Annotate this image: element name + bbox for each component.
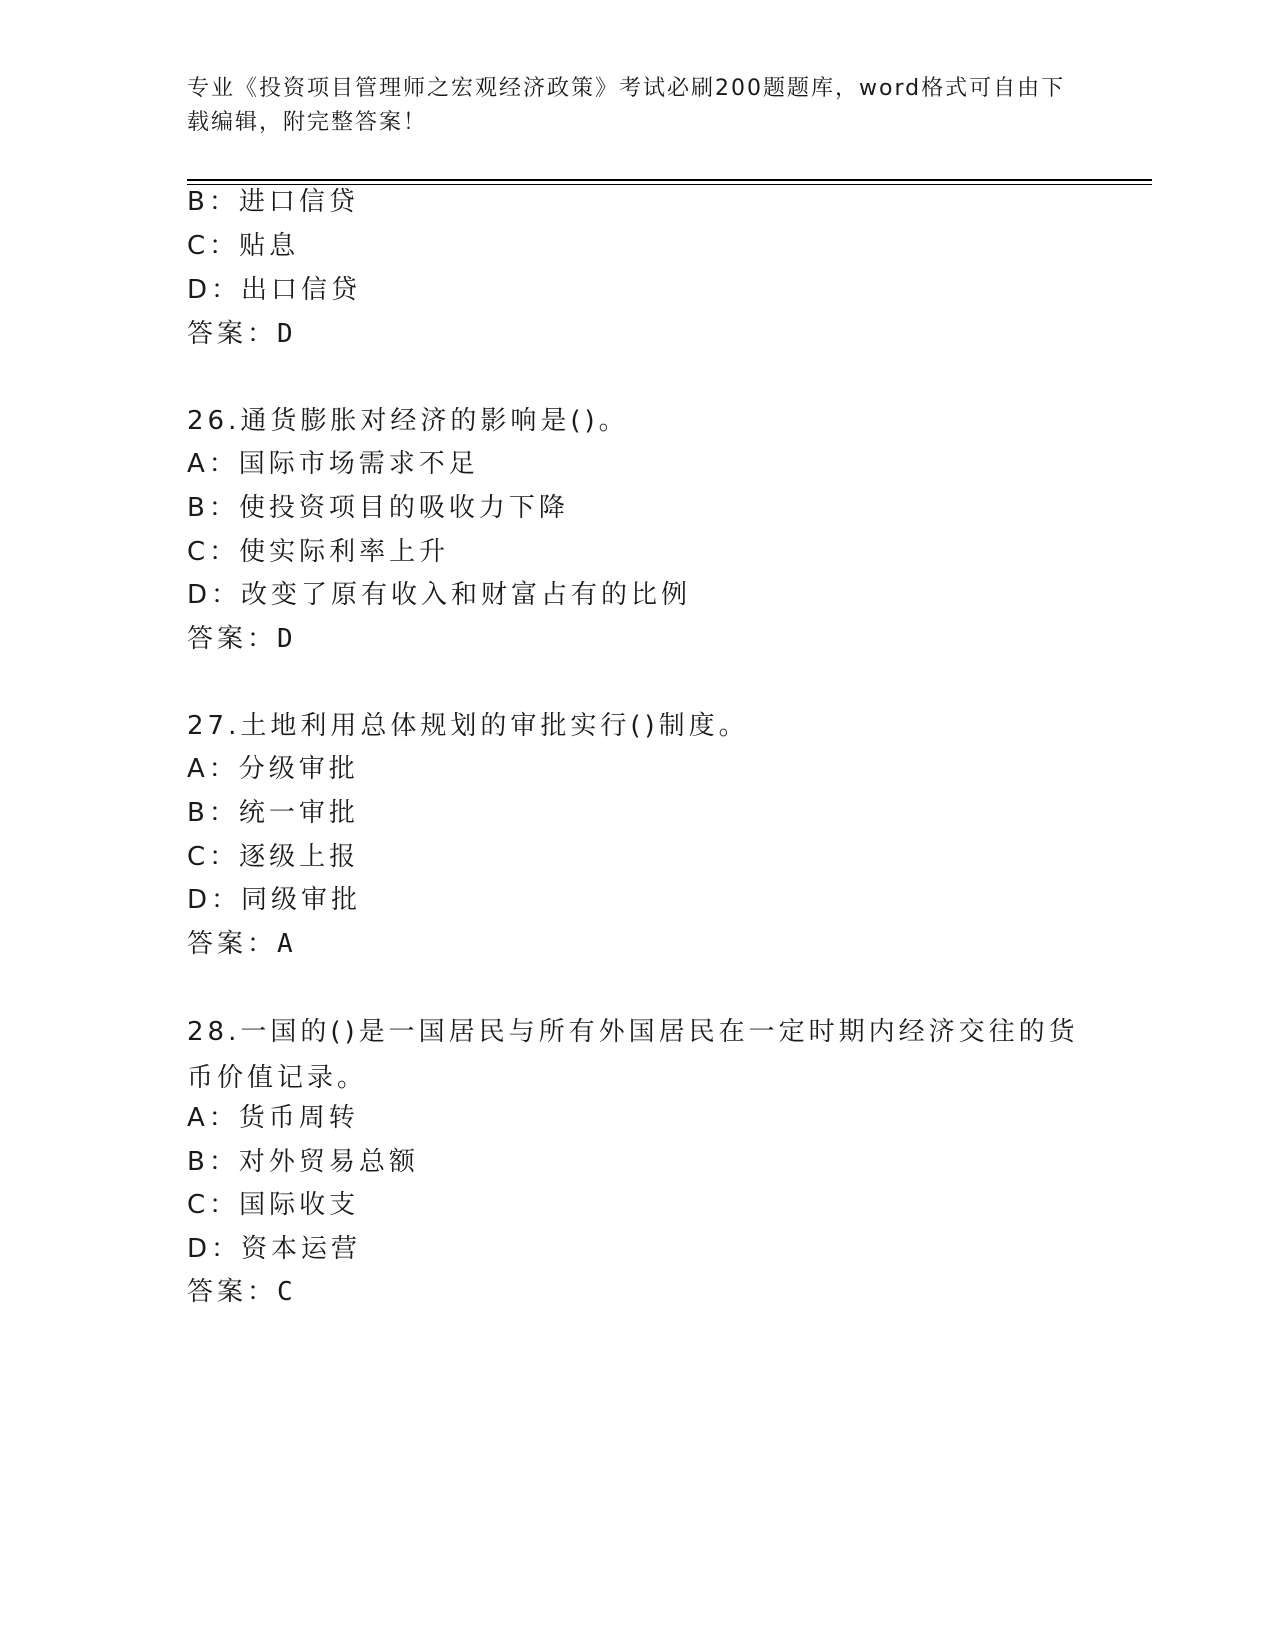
option-c: C：使实际利率上升 [187, 537, 450, 567]
answer-line: 答案：D [187, 624, 297, 654]
option-b: B：使投资项目的吸收力下降 [187, 493, 569, 523]
option-d: D：同级审批 [187, 885, 362, 915]
option-c: C：逐级上报 [187, 842, 360, 872]
option-b: B：统一审批 [187, 798, 359, 828]
option-d: D：资本运营 [187, 1234, 362, 1264]
option-b: B：进口信贷 [187, 187, 359, 217]
header-divider [187, 179, 1152, 181]
option-d: D：出口信贷 [187, 275, 362, 305]
option-b: B：对外贸易总额 [187, 1147, 419, 1177]
question-stem: 26.通货膨胀对经济的影响是()。 [187, 406, 629, 436]
option-a: A：国际市场需求不足 [187, 449, 479, 479]
option-c: C：贴息 [187, 231, 300, 261]
answer-line: 答案：D [187, 319, 297, 349]
document-header: 专业《投资项目管理师之宏观经济政策》考试必刷200题题库，word格式可自由下载编辑，附完整答案！ [187, 76, 1066, 135]
answer-line: 答案：C [187, 1277, 297, 1307]
question-stem: 28.一国的()是一国居民与所有外国居民在一定时期内经济交往的货币价值记录。 [187, 1017, 1079, 1093]
option-a: A：分级审批 [187, 754, 359, 784]
option-a: A：货币周转 [187, 1103, 359, 1133]
answer-line: 答案：A [187, 929, 297, 959]
question-stem: 27.土地利用总体规划的审批实行()制度。 [187, 711, 749, 741]
option-c: C：国际收支 [187, 1190, 360, 1220]
option-d: D：改变了原有收入和财富占有的比例 [187, 580, 692, 610]
